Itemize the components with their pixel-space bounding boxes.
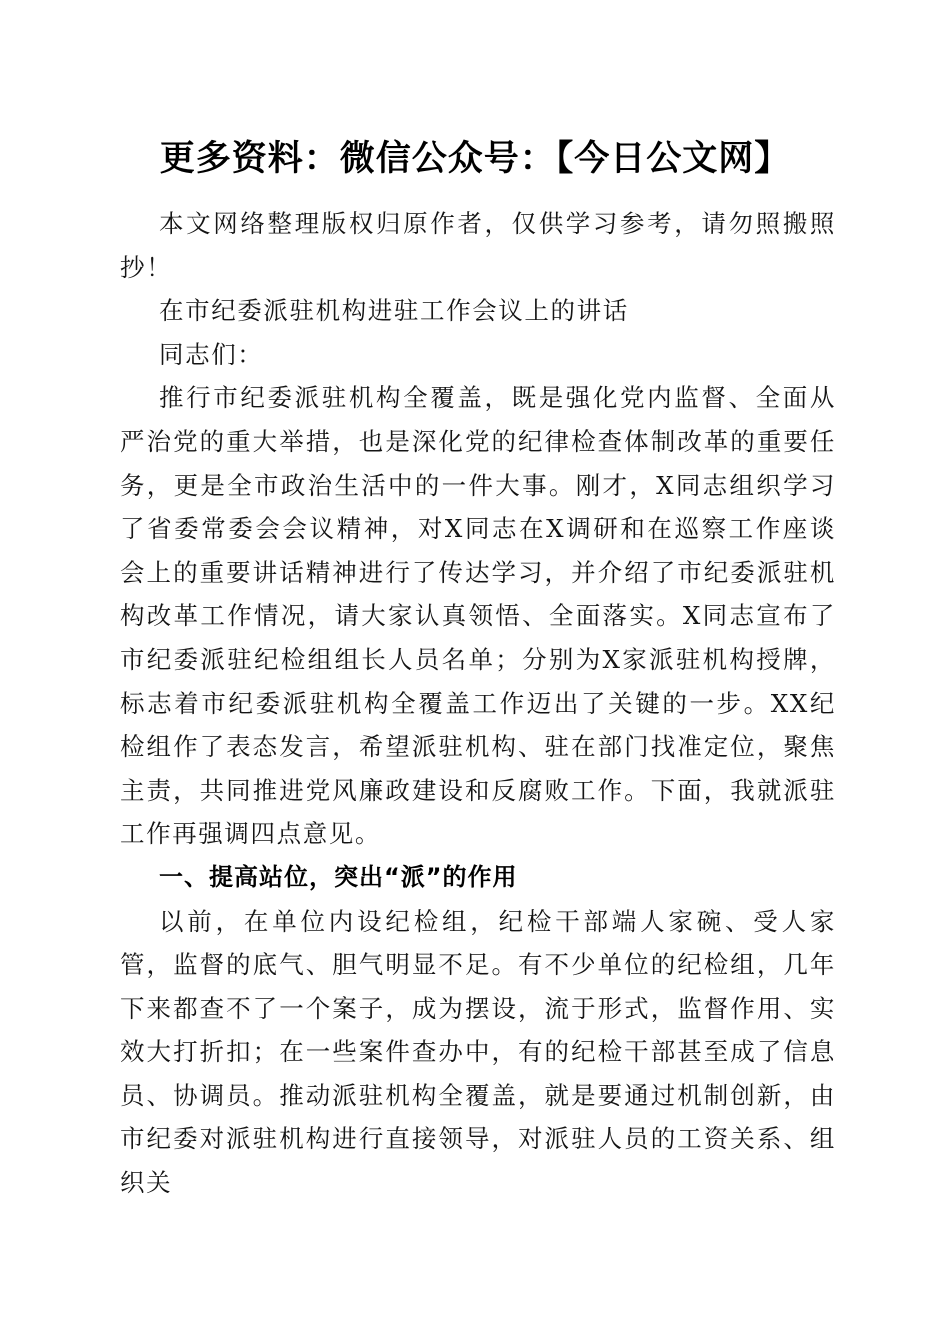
speech-title: 在市纪委派驻机构进驻工作会议上的讲话 (159, 296, 629, 326)
intro-paragraph: 推行市纪委派驻机构全覆盖，既是强化党内监督、全面从严治党的重大举措，也是深化党的纪律检查体制改革的重要任务，更是全市政治生活中的一件大事。刚才，X同志组织学习了省委常委会会议精神，对X同志在X调研和在巡察工作座谈会上的重要讲话精神进行了传达学习，并介绍了市纪委派驻机构改革工作情况，请大家认真领悟、全面落实。X同志宣布了市纪委派驻纪检组组长人员名单；分别为X家派驻机构授牌，标志着市纪委派驻机构全覆盖工作迈出了关键的一步。XX纪检组作了表态发言，希望派驻机构、驻在部门找准定位，聚焦主责，共同推进党风廉政建设和反腐败工作。下面，我就派驻工作再强调四点意见。 (120, 383, 836, 849)
copyright-notice: 本文网络整理版权归原作者，仅供学习参考，请勿照搬照抄！ (120, 209, 836, 282)
salutation: 同志们： (159, 339, 264, 369)
page-header-title: 更多资料：微信公众号：【今日公文网】 (159, 138, 791, 179)
section-heading-1: 一、提高站位，突出“派”的作用 (159, 862, 518, 891)
document-body (120, 202, 836, 1205)
section-paragraph-1: 以前，在单位内设纪检组，纪检干部端人家碗、受人家管，监督的底气、胆气明显不足。有不少单位的纪检组，几年下来都查不了一个案子，成为摆设，流于形式，监督作用、实效大打折扣；在一些案件查办中，有的纪检干部甚至成了信息员、协调员。推动派驻机构全覆盖，就是要通过机制创新，由市纪委对派驻机构进行直接领导，对派驻人员的工资关系、组织关 (120, 906, 836, 1198)
